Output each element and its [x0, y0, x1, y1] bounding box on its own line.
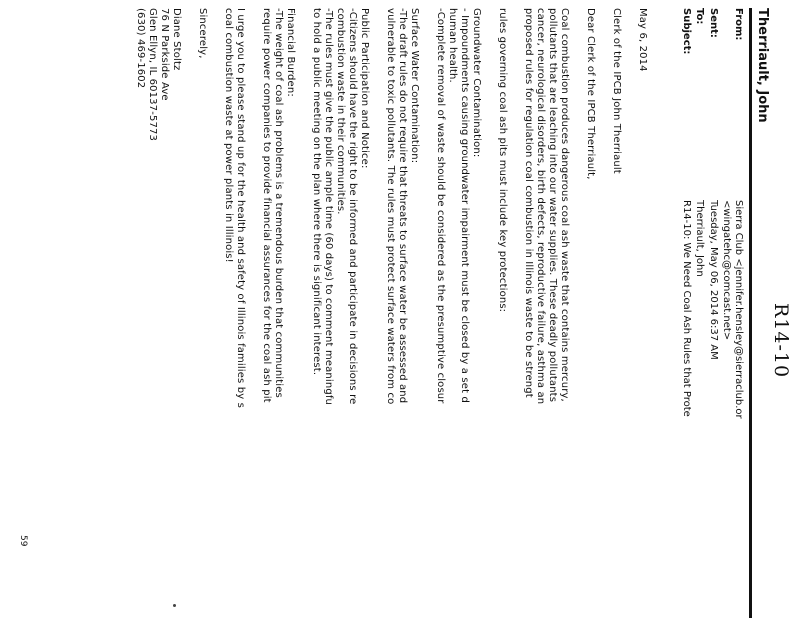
surface-water-line: vulnerable to toxic pollutants. The rules must protect surface waters from co: [385, 8, 396, 405]
signature-address: 76 N Parkside Ave: [159, 8, 170, 101]
surface-water-heading: Surface Water Contamination:: [409, 8, 420, 164]
groundwater-heading: Groundwater Contamination:: [471, 8, 482, 158]
signature-name: Diane Stoltz: [171, 8, 182, 71]
public-participation-line: combustion waste in their communities.: [335, 8, 346, 215]
scan-speck: [173, 604, 176, 607]
signature-city: Glen Ellyn, IL 60137-5773: [147, 8, 158, 142]
intro-line: pollutants that are leaching into our water supplies. These deadly pollutants: [547, 8, 558, 403]
sent-value: Tuesday, May 06, 2014 6:37 AM: [708, 200, 719, 360]
to-value: Therriault, John: [694, 200, 705, 277]
financial-line: require power companies to provide financial assurances for the coal ash pit: [261, 8, 272, 403]
salutation: Dear Clerk of the IPCB Therriault,: [585, 8, 596, 180]
groundwater-line: human health.: [447, 8, 458, 83]
closing-line: I urge you to please stand up for the health and safety of Illinois families by s: [235, 8, 246, 408]
public-participation-line: -Citizens should have the right to be informed and participate in decisions re: [347, 8, 358, 405]
sent-label: Sent:: [708, 8, 719, 38]
key-protections-line: rules governing coal ash pits must include key protections:: [497, 8, 508, 313]
document-code: R14-10: [770, 303, 792, 379]
public-participation-line: to hold a public meeting on the plan where there is significant interest.: [311, 8, 322, 376]
intro-line: Coal combustion produces dangerous coal ash waste that contains mercury,: [559, 8, 570, 402]
public-participation-line: -The rules must give the public ample time (60 days) to comment meaningfu: [323, 8, 334, 405]
to-label: To:: [694, 8, 705, 25]
groundwater-line: - Impoundments causing groundwater impairment must be closed by a set d: [459, 8, 470, 403]
signature-phone: (630) 469-1602: [135, 8, 146, 89]
valediction: Sincerely,: [197, 8, 208, 59]
intro-line: proposed rules for regulation coal combustion in Illinois waste to be strengt: [523, 8, 534, 398]
header-divider: [749, 8, 752, 618]
intro-line: cancer, neurological disorders, birth defects, reproductive failure, asthma an: [535, 8, 546, 405]
subject-value: R14-10: We Need Coal Ash Rules that Prote: [681, 200, 692, 417]
letter-date: May 6, 2014: [637, 8, 648, 72]
closing-line: coal combustion waste at power plants in Illinois!: [223, 8, 234, 263]
groundwater-line: -Complete removal of waste should be considered as the presumptive closur: [435, 8, 446, 404]
page-number: 59: [18, 535, 28, 547]
recipient-line: Clerk of the IPCB John Therriault: [611, 8, 622, 174]
from-label: From:: [733, 8, 744, 41]
from-value: Sierra Club <jennifer.hensley@sierraclub.or: [733, 200, 744, 419]
surface-water-line: -The draft rules do not require that threats to surface water be assessed and: [397, 8, 408, 404]
from-value-continued: <wingatehc@comcast.net>: [721, 200, 732, 341]
subject-label: Subject:: [681, 8, 692, 55]
sender-heading: Therriault, John: [755, 8, 770, 123]
financial-line: -The weight of coal ash problems is a tremendous burden that communities: [273, 8, 284, 398]
financial-heading: Financial Burden:: [285, 8, 296, 97]
public-participation-heading: Public Participation and Notice:: [359, 8, 370, 169]
